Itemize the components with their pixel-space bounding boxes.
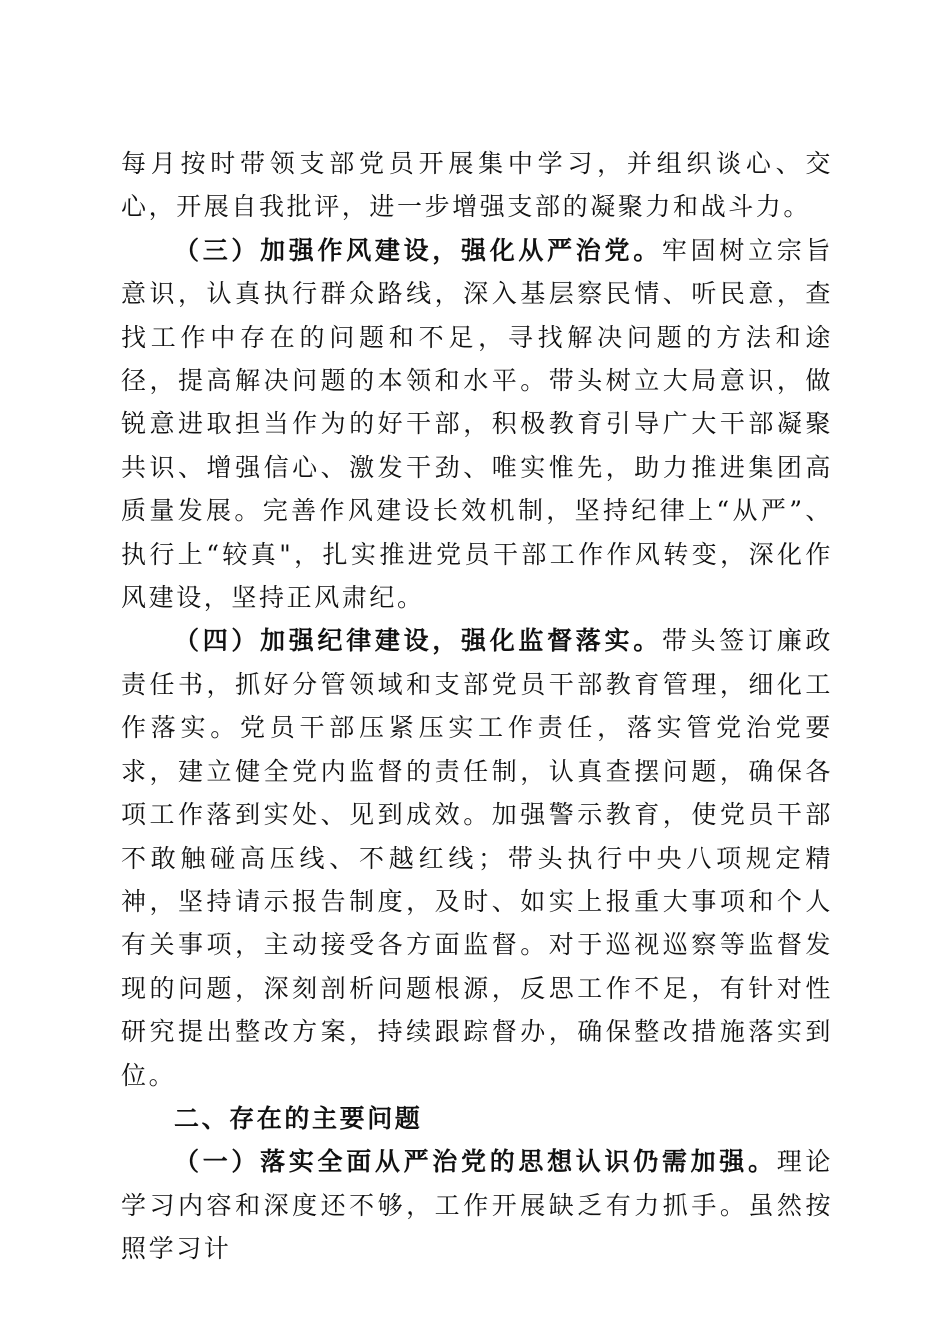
paragraph-text: 每月按时带领支部党员开展集中学习，并组织谈心、交心，开展自我批评，进一步增强支部的凝聚力和战斗力。	[121, 149, 833, 222]
paragraph-main-problems	[121, 1140, 833, 1270]
paragraph-text: 理论学习内容和深度还不够，工作开展缺乏有力抓手。虽然按照学习计	[121, 1147, 834, 1264]
paragraph-title: （四）加强纪律建设，强化监督落实。	[174, 626, 662, 656]
section-heading: 二、存在的主要问题	[174, 1103, 423, 1133]
paragraph-text: 牢固树立宗旨意识，认真执行群众路线，深入基层察民情、听民意，查找工作中存在的问题和不足，寻找解决问题的方法和途径，提高解决问题的本领和水平。带头树立大局意识，做锐意进取担当作为的好干部，积极教育引导广大干部凝聚共识、增强信心、激发干劲、唯实惟先，助力推进集团高质量发展。完善作风建设长效机制，坚持纪律上“从严”、执行上“较真"，扎实推进党员干部工作作风转变，深化作风建设，坚持正风肃纪。	[121, 235, 834, 613]
paragraph-title: （一）落实全面从严治党的思想认识仍需加强。	[174, 1147, 777, 1177]
paragraph-title: （三）加强作风建设，强化从严治党。	[174, 235, 662, 265]
paragraph-discipline-building	[121, 619, 833, 1096]
document-body	[121, 142, 833, 1271]
paragraph-style-building	[121, 229, 833, 620]
paragraph-text: 带头签订廉政责任书，抓好分管领域和支部党员干部教育管理，细化工作落实。党员干部压紧压实工作责任，落实管党治党要求，建立健全党内监督的责任制，认真查摆问题，确保各项工作落到实处、见到成效。加强警示教育，使党员干部不敢触碰高压线、不越红线；带头执行中央八项规定精神，坚持请示报告制度，及时、如实上报重大事项和个人有关事项，主动接受各方面监督。对于巡视巡察等监督发现的问题，深刻剖析问题根源，反思工作不足，有针对性研究提出整改方案，持续跟踪督办，确保整改措施落实到位。	[121, 626, 834, 1090]
paragraph-continued	[121, 142, 833, 229]
